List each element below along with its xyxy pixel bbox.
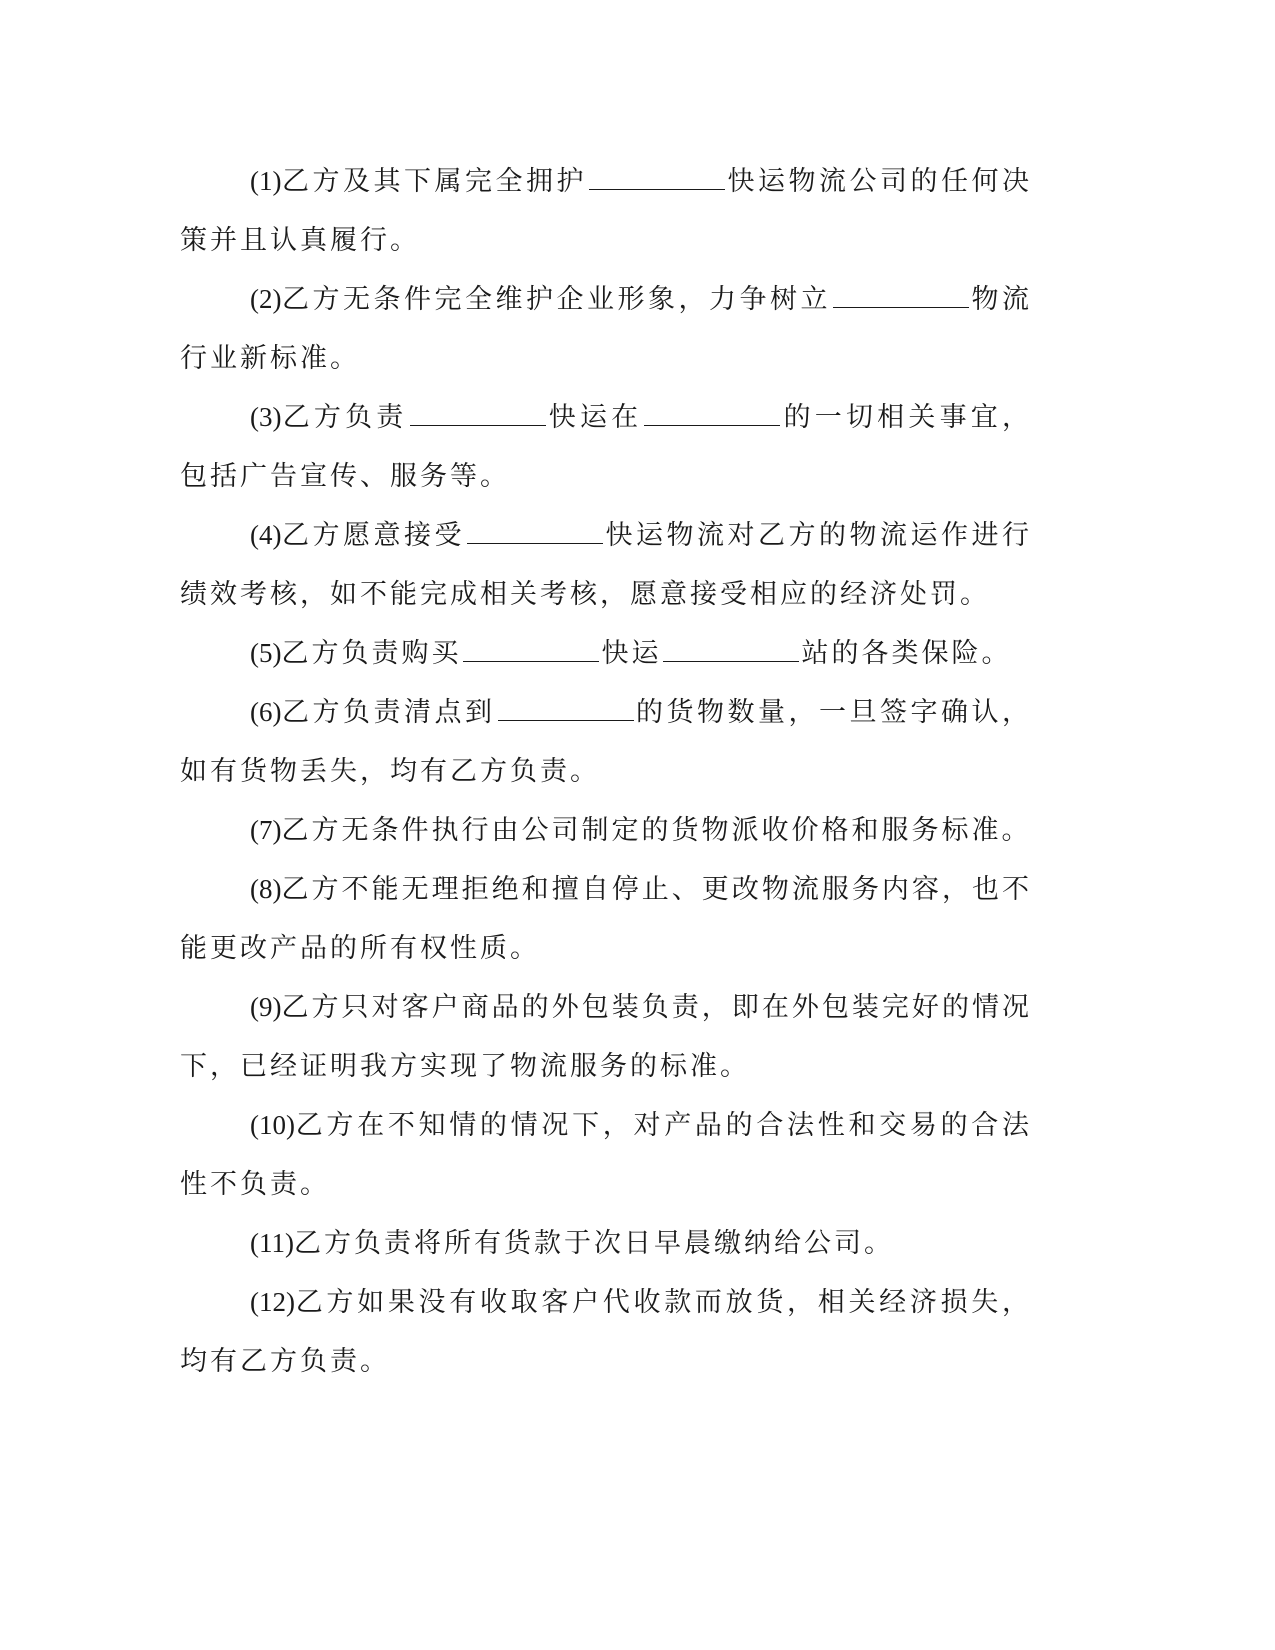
clause-text: 乙方只对客户商品的外包装负责，即在外包装完好的情况下，已经证明我方实现了物流服务的标准。 [180,992,1032,1082]
clause-text: 乙方在不知情的情况下，对产品的合法性和交易的合法性不负责。 [180,1110,1032,1200]
clause-number: (4) [250,520,282,550]
fill-in-blank [467,521,603,544]
clause-text: 物流行业新标准。 [180,284,1033,374]
clause-number: (3) [250,402,282,432]
clause-number: (7) [250,815,282,845]
fill-in-blank [498,698,634,721]
fill-in-blank [463,639,599,662]
clause-4 [180,506,1032,624]
clause-3 [180,388,1032,506]
clause-number: (1) [250,166,282,196]
clause-9 [180,978,1032,1096]
clause-number: (2) [250,284,282,314]
document-body [180,152,1032,1391]
clause-text: 快运物流对乙方的物流运作进行绩效考核，如不能完成相关考核，愿意接受相应的经济处罚。 [180,520,1033,610]
clause-7 [180,801,1032,860]
fill-in-blank [644,403,780,426]
clause-number: (9) [250,992,282,1022]
clause-2 [180,270,1032,388]
clause-text: 站的各类保险。 [801,638,1012,669]
clause-11 [180,1214,1032,1273]
clause-text: 乙方无条件执行由公司制定的货物派收价格和服务标准。 [281,815,1032,846]
clause-5 [180,624,1032,683]
clause-text: 乙方负责购买 [281,638,462,669]
clause-1 [180,152,1032,270]
clause-text: 乙方愿意接受 [281,520,465,551]
fill-in-blank [589,167,725,190]
clause-text: 的货物数量，一旦签字确认，如有货物丢失，均有乙方负责。 [180,697,1033,787]
clause-number: (12) [250,1287,295,1317]
clause-text: 乙方不能无理拒绝和擅自停止、更改物流服务内容，也不能更改产品的所有权性质。 [180,874,1032,964]
fill-in-blank [663,639,799,662]
clause-12 [180,1273,1032,1391]
clause-6 [180,683,1032,801]
clause-text: 快运在 [547,402,643,433]
clause-8 [180,860,1032,978]
clause-text: 乙方及其下属完全拥护 [281,166,587,197]
clause-text: 乙方如果没有收取客户代收款而放货，相关经济损失，均有乙方负责。 [180,1287,1032,1377]
clause-text: 快运 [601,638,662,669]
clause-text: 乙方负责 [281,402,408,433]
clause-text: 乙方无条件完全维护企业形象，力争树立 [281,284,831,315]
clause-number: (5) [250,638,282,668]
fill-in-blank [833,285,969,308]
clause-text: 的一切相关事宜，包括广告宣传、服务等。 [180,402,1033,492]
clause-text: 乙方负责清点到 [281,697,496,728]
clause-text: 快运物流公司的任何决策并且认真履行。 [180,166,1033,256]
fill-in-blank [410,403,546,426]
clause-number: (10) [250,1110,295,1140]
clause-text: 乙方负责将所有货款于次日早晨缴纳给公司。 [293,1228,894,1259]
clause-number: (6) [250,697,282,727]
clause-number: (11) [250,1228,294,1258]
clause-number: (8) [250,874,282,904]
clause-10 [180,1096,1032,1214]
